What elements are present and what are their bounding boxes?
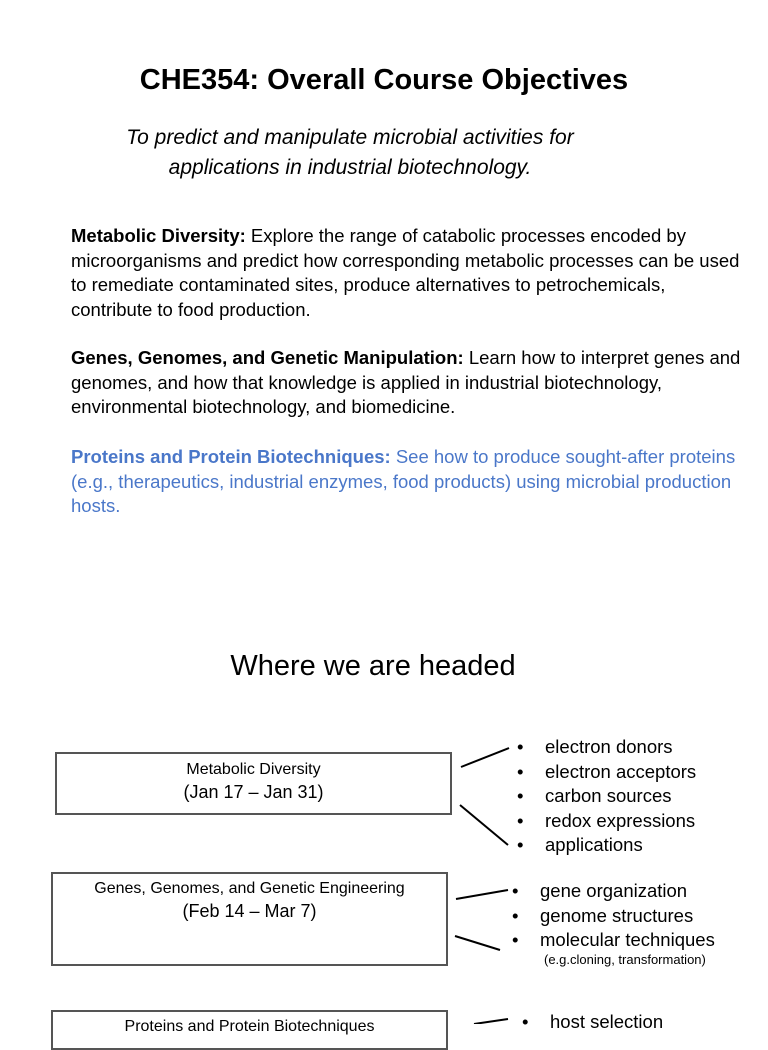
bullet-icon: • (517, 760, 524, 782)
list-item-label: electron donors (545, 736, 673, 757)
connector-line (461, 748, 509, 767)
subtitle-line-2: applications in industrial biotechnology. (168, 156, 532, 179)
list-item-label: redox expressions (545, 809, 696, 831)
list-item (512, 928, 715, 953)
list-item-label: carbon sources (545, 785, 672, 806)
list-item (512, 904, 715, 929)
bullet-icon: • (517, 785, 524, 806)
subtitle-line-1: To predict and manipulate microbial activities for (126, 126, 574, 149)
list-item (517, 760, 696, 785)
module-title: Genes, Genomes, and Genetic Engineering (94, 880, 405, 897)
objective-text: Learn how to interpret genes and genomes, and how that knowledge is applied in industrial biotechnology, environmental biotechnology, and biomedicine. (71, 347, 741, 417)
module-title: Proteins and Protein Biotechniques (124, 1018, 375, 1035)
connector-line (474, 1019, 508, 1024)
module-note: (e.g.cloning, transformation) (544, 952, 706, 967)
connector-line (460, 805, 508, 845)
list-item-label: genome structures (540, 904, 694, 926)
section-heading: Where we are headed (230, 650, 516, 682)
objective-heading: Genes, Genomes, and Genetic Manipulation: (71, 347, 464, 368)
list-item (517, 809, 696, 834)
list-item-label: electron acceptors (545, 760, 697, 782)
bullet-icon: • (517, 736, 524, 757)
module-title: Metabolic Diversity (186, 761, 321, 778)
list-item (517, 833, 696, 858)
module-bullets-metabolic-diversity (517, 735, 696, 858)
module-bullets-genes-genomes (512, 879, 715, 953)
bullet-icon: • (512, 904, 519, 926)
connector-line (455, 936, 500, 950)
objective-heading: Metabolic Diversity: (71, 225, 246, 246)
objective-heading: Proteins and Protein Biotechniques: (71, 446, 391, 467)
list-item (517, 784, 696, 809)
list-item (517, 735, 696, 760)
bullet-icon: • (512, 880, 519, 901)
bullet-icon: • (512, 929, 519, 950)
list-item-label: applications (545, 834, 643, 855)
page-title: CHE354: Overall Course Objectives (139, 64, 629, 96)
objective-text: Explore the range of catabolic processes encoded by microorganisms and predict how corresponding metabolic processes can be used to remediate contaminated sites, produce alternatives to petrochemicals, contribute to food production. (71, 225, 740, 320)
list-item (512, 879, 715, 904)
bullet-icon: • (522, 1011, 529, 1032)
list-item-label: gene organization (540, 880, 688, 901)
module-dates: (Feb 14 – Mar 7) (182, 901, 317, 921)
list-item-label: host selection (550, 1011, 664, 1032)
connector-line (456, 890, 508, 899)
bullet-icon: • (517, 834, 524, 855)
objective-text: See how to produce sought-after proteins (e.g., therapeutics, industrial enzymes, food products) using microbial production hosts. (71, 446, 736, 516)
list-item-label: molecular techniques (540, 929, 715, 950)
module-dates: (Jan 17 – Jan 31) (183, 782, 324, 802)
list-item (522, 1010, 663, 1035)
module-bullets-proteins (522, 1010, 663, 1035)
bullet-icon: • (517, 809, 524, 831)
